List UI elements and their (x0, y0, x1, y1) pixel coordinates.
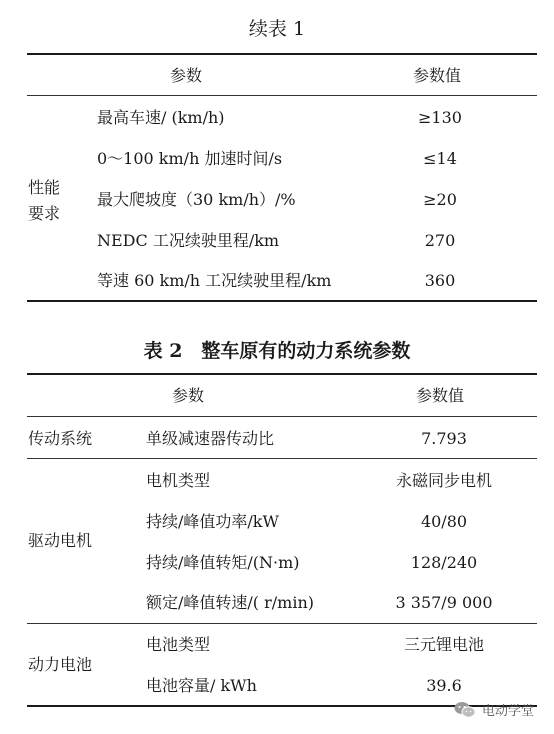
watermark (454, 700, 534, 719)
table2-header-value: 参数值 (416, 386, 465, 405)
table2-row-param: 电池类型 (146, 635, 211, 654)
table2-group-label: 驱动电机 (28, 531, 93, 550)
table2-row-value: 7.793 (421, 429, 467, 448)
wechat-icon (454, 701, 476, 719)
table2-header-param: 参数 (172, 386, 205, 405)
table1-row-value: ≤14 (423, 149, 457, 168)
table1-row-param: 最大爬坡度（30 km/h）/% (97, 190, 296, 209)
table1-caption: 续表 1 (248, 18, 306, 40)
watermark-text: 电动学堂 (481, 704, 534, 719)
table2-row-value: 128/240 (410, 553, 478, 572)
table2-caption: 表 2 整车原有的动力系统参数 (143, 340, 411, 362)
table1-top-rule (27, 53, 537, 55)
table1-row-param: 等速 60 km/h 工况续驶里程/km (97, 271, 332, 290)
table1-group-label-line1: 性能 (28, 178, 61, 197)
table2-row-param: 额定/峰值转速/( r/min) (146, 593, 314, 612)
table2-group-label: 传动系统 (28, 429, 93, 448)
table2-top-rule (27, 373, 537, 375)
table2-row-param: 持续/峰值功率/kW (146, 512, 279, 531)
table1-row-value: 360 (424, 271, 456, 290)
table2-group-rule (27, 458, 537, 459)
table2-row-param: 持续/峰值转矩/(N·m) (146, 553, 300, 572)
table1-row-value: 270 (424, 231, 456, 250)
table2-row-param: 单级减速器传动比 (146, 429, 275, 448)
table1-header-value: 参数值 (413, 66, 462, 85)
table2-group-label: 动力电池 (28, 655, 93, 674)
table1-row-param: 最高车速/ (km/h) (97, 108, 225, 127)
table2-row-value: 永磁同步电机 (395, 471, 492, 490)
table2-group-rule (27, 623, 537, 624)
table1-header-param: 参数 (170, 66, 203, 85)
table2-row-value: 三元锂电池 (403, 635, 484, 654)
table1-bottom-rule (27, 300, 537, 302)
table1-group-label-line2: 要求 (28, 204, 61, 223)
table1-row-param: NEDC 工况续驶里程/km (97, 231, 280, 250)
table1-header-rule (27, 95, 537, 96)
table1-row-value: ≥130 (418, 108, 462, 127)
table1-row-value: ≥20 (423, 190, 457, 209)
table2-header-rule (27, 416, 537, 417)
table2-row-param: 电机类型 (146, 471, 211, 490)
table1-row-param: 0～100 km/h 加速时间/s (97, 149, 283, 168)
table2-row-value: 39.6 (426, 676, 462, 695)
table2-row-value: 40/80 (420, 512, 468, 531)
table2-row-value: 3 357/9 000 (395, 593, 493, 612)
table2-row-param: 电池容量/ kWh (146, 676, 257, 695)
